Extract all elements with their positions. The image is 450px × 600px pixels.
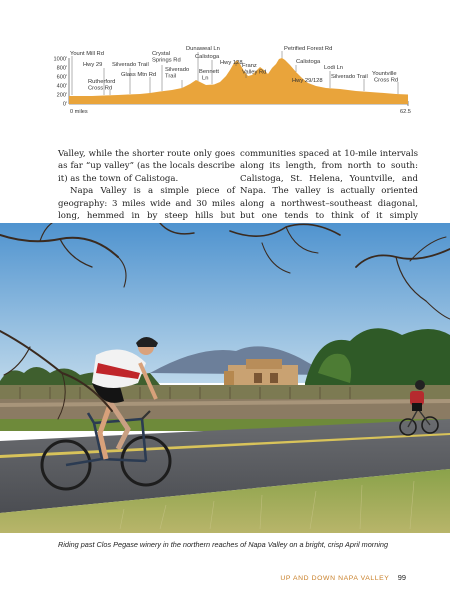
- elevation-profile: [0, 0, 450, 122]
- place-label: Lodi Ln: [324, 65, 344, 71]
- place-label: Calistoga: [195, 54, 220, 60]
- paragraph: Napa Valley is a simple piece of geography: 3 miles wide and 30 miles long, hemmed in by steep hills but: [58, 186, 235, 222]
- place-label: Dunaweal Ln: [186, 46, 220, 52]
- x-label-end: 62.5: [400, 109, 411, 115]
- photo-caption: Riding past Clos Pegase winery in the northern reaches of Napa Valley on a bright, crisp April morning: [58, 540, 389, 549]
- place-label: Silverado Trail: [331, 74, 368, 80]
- paragraph: communities spaced at 10-mile intervals along its length, from north to south: Calistoga, St. Helena, Yountville, and Napa. The valley is actually oriented along a northwest–southeast diagonal, but one tends to think of it simply: [240, 149, 418, 222]
- y-label-400: 400': [56, 83, 67, 90]
- place-label: Franz Valley Rd: [242, 63, 267, 76]
- place-label: Hwy 29: [83, 62, 103, 68]
- paragraph: Valley, while the shorter route only goes as far “up valley” (as the locals describe it) as the town of Calistoga.: [58, 149, 235, 184]
- place-label: Hwy 128: [220, 60, 243, 66]
- y-label-1000: 1000': [53, 56, 67, 63]
- place-label: Petrified Forest Rd: [284, 46, 333, 52]
- running-head: UP AND DOWN NAPA VALLEY: [280, 575, 390, 582]
- place-label: Yountville Cross Rd: [372, 71, 399, 84]
- y-label-600: 600': [56, 74, 67, 81]
- y-label-200: 200': [56, 92, 67, 99]
- place-label: Bennett Ln: [199, 69, 219, 82]
- x-label-start: 0 miles: [70, 109, 88, 115]
- y-label-0: 0': [62, 101, 67, 108]
- place-label: Silverado Trail: [112, 62, 149, 68]
- cyclists-winery-photo: [0, 223, 450, 533]
- place-label: Yount Mill Rd: [70, 51, 104, 57]
- page-number: 99: [397, 573, 406, 582]
- place-label: Rutherford Cross Rd: [88, 79, 116, 92]
- page-footer: [280, 573, 406, 582]
- place-label: Crystal Springs Rd: [152, 51, 181, 64]
- place-label: Hwy 29/128: [292, 78, 323, 84]
- y-label-800: 800': [56, 65, 67, 72]
- place-label: Silverado Trail: [165, 67, 190, 80]
- place-label: Glass Mtn Rd: [121, 72, 157, 78]
- place-label: Calistoga: [296, 59, 321, 65]
